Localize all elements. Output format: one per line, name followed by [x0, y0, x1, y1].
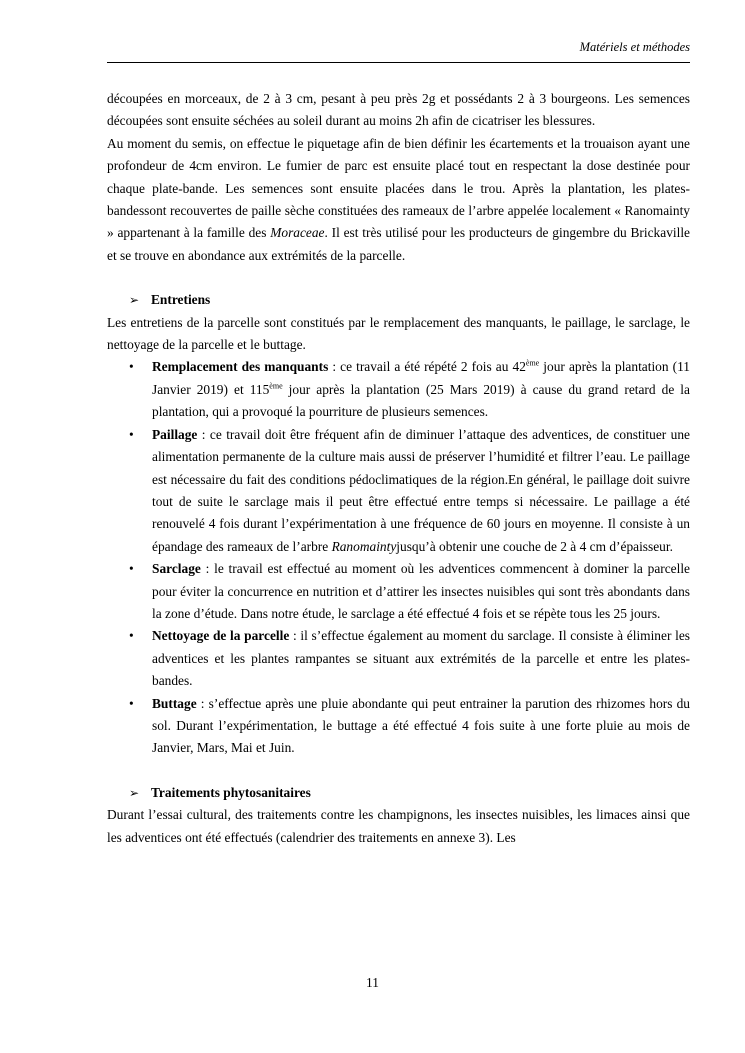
- bullet-icon: •: [129, 628, 134, 644]
- running-header: Matériels et méthodes: [579, 40, 690, 54]
- arrow-bullet-icon: ➢: [129, 785, 140, 800]
- list-item-sarclage: • Sarclage : le travail est effectué au moment où les adventices commencent à dominer la parcelle pour éviter la concurrence en nutrition et d’attirer les insectes nuisibles qui sont très abondants dans la zone d’étude. Dans notre étude, le sarclage a été effectué 4 fois et se répète tous les 25 jours.: [107, 558, 690, 625]
- header-rule: [107, 62, 690, 63]
- intro-paragraph-1: découpées en morceaux, de 2 à 3 cm, pesant à peu près 2g et possédants 2 à 3 bourgeons. Les semences découpées sont ensuite séchées au soleil durant au moins 2h afin de cicatriser les blessures.: [107, 91, 690, 129]
- section-heading-traitements: ➢ Traitements phytosanitaires: [107, 782, 690, 804]
- entretiens-intro: Les entretiens de la parcelle sont constitués par le remplacement des manquants, le paillage, le sarclage, le nettoyage de la parcelle et le buttage.: [107, 314, 690, 353]
- bullet-icon: •: [129, 561, 134, 577]
- arrow-bullet-icon: ➢: [129, 293, 140, 308]
- intro-paragraph-2: Au moment du semis, on effectue le piquetage afin de bien définir les écartements et la trouaison ayant une profondeur de 4cm environ. Le fumier de parc est ensuite placé tout en respectant la dose destinée pour chaque plate-bande. Les semences sont ensuite placées dans le trou. Après la plantation, les plates-bandessont recouvertes de paille sèche constituées des rameaux de l’arbre appelée localement « Ranomainty » appartenant à la famille des Moraceae. Il est très utilisé pour les producteurs de gingembre du Brickaville et se trouve en abondance aux extrémités de la parcelle.: [107, 135, 690, 263]
- section-heading-entretiens: ➢ Entretiens: [107, 289, 690, 311]
- bullet-icon: •: [129, 426, 134, 442]
- traitements-paragraph: Durant l’essai cultural, des traitements contre les champignons, les insectes nuisibles, les limaces ainsi que les adventices ont été effectués (calendrier des traitements en annexe 3). Les: [107, 807, 690, 845]
- list-item-remplacement: • Remplacement des manquants : ce travail a été répété 2 fois au 42ème jour après la plantation (11 Janvier 2019) et 115ème jour après la plantation (25 Mars 2019) à cause du grand retard de la plantation, qui a provoqué la pourriture de plusieurs semences.: [107, 356, 690, 423]
- list-item-paillage: • Paillage : ce travail doit être fréquent afin de diminuer l’attaque des adventices, de constituer une alimentation permanente de la culture mais aussi de préserver l’humidité et filtrer l’eau. Le paillage est nécessaire du fait des conditions pédoclimatiques de la région.En général, le paillage doit suivre tout de suite le sarclage mais il peut être effectué entre temps si nécessaire. Le paillage a été renouvelé 4 fois durant l’expérimentation à une fréquence de 60 jours en moyenne. Il consiste à un épandage des rameaux de l’arbre Ranomaintyjusqu’à obtenir une couche de 2 à 4 cm d’épaisseur.: [107, 424, 690, 558]
- list-item-buttage: • Buttage : s’effectue après une pluie abondante qui peut entrainer la parution des rhizomes hors du sol. Durant l’expérimentation, le buttage a été effectué 4 fois suite à une forte pluie au mois de Janvier, Mars, Mai et Juin.: [107, 693, 690, 760]
- entretiens-list: [107, 356, 690, 759]
- page-number: 11: [366, 975, 379, 990]
- bullet-icon: •: [129, 695, 134, 711]
- list-item-nettoyage: • Nettoyage de la parcelle : il s’effectue également au moment du sarclage. Il consiste à éliminer les adventices et les plantes rampantes se situant aux extrémités de la parcelle et entre les plates-bandes.: [107, 625, 690, 692]
- bullet-icon: •: [129, 359, 134, 375]
- page-body: [107, 88, 690, 849]
